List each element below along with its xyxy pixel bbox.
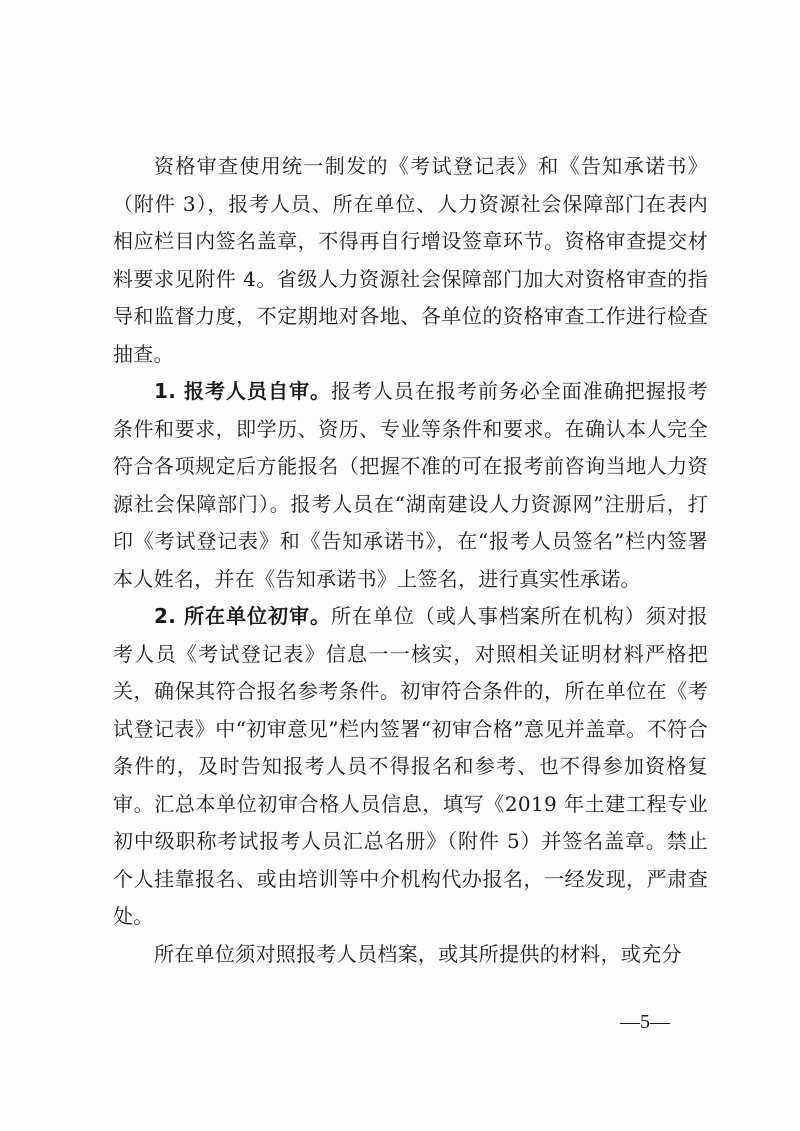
paragraph-trailing-text: 所在单位须对照报考人员档案，或其所提供的材料，或充分 bbox=[154, 941, 682, 966]
paragraph-unit-review-text: 所在单位（或人事档案所在机构）须对报考人员《考试登记表》信息一一核实，对照相关证明材料严格把关，确保其符合报名参考条件。初审符合条件的，所在单位在《考试登记表》中“初审意见”栏内签署“初审合格”意见并盖章。不符合条件的，及时告知报考人员不得报名和参考、也不得参加资格复审。汇总本单位初审合格人员信息，填写《2019 年土建工程专业初中级职称考试报考人员汇总名册》（附件 5）并签名盖章。禁止个人挂靠报名、或由培训等中介机构代办报名，一经发现，严肃查处。 bbox=[113, 604, 708, 928]
page-number: —5— bbox=[620, 1011, 670, 1033]
paragraph-unit-review bbox=[113, 598, 708, 936]
paragraph-trailing bbox=[113, 936, 708, 974]
paragraph-self-review bbox=[113, 373, 708, 598]
paragraph-self-review-text: 报考人员在报考前务必全面准确把握报考条件和要求，即学历、资历、专业等条件和要求。在确认本人完全符合各项规定后方能报名（把握不准的可在报考前咨询当地人力资源社会保障部门）。报考人员在“湖南建设人力资源网”注册后，打印《考试登记表》和《告知承诺书》，在“报考人员签名”栏内签署本人姓名，并在《告知承诺书》上签名，进行真实性承诺。 bbox=[113, 379, 708, 591]
paragraph-intro bbox=[113, 148, 708, 373]
paragraph-intro-text: 资格审查使用统一制发的《考试登记表》和《告知承诺书》（附件 3），报考人员、所在单位、人力资源社会保障部门在表内相应栏目内签名盖章，不得再自行增设签章环节。资格审查提交材料要求见附件 4。省级人力资源社会保障部门加大对资格审查的指导和监督力度，不定期地对各地、各单位的资格审查工作进行检查抽查。 bbox=[113, 154, 708, 366]
section-heading-unit-review: 2. 所在单位初审。 bbox=[154, 604, 331, 628]
section-heading-self-review: 1. 报考人员自审。 bbox=[154, 379, 331, 403]
body-text bbox=[113, 148, 708, 973]
